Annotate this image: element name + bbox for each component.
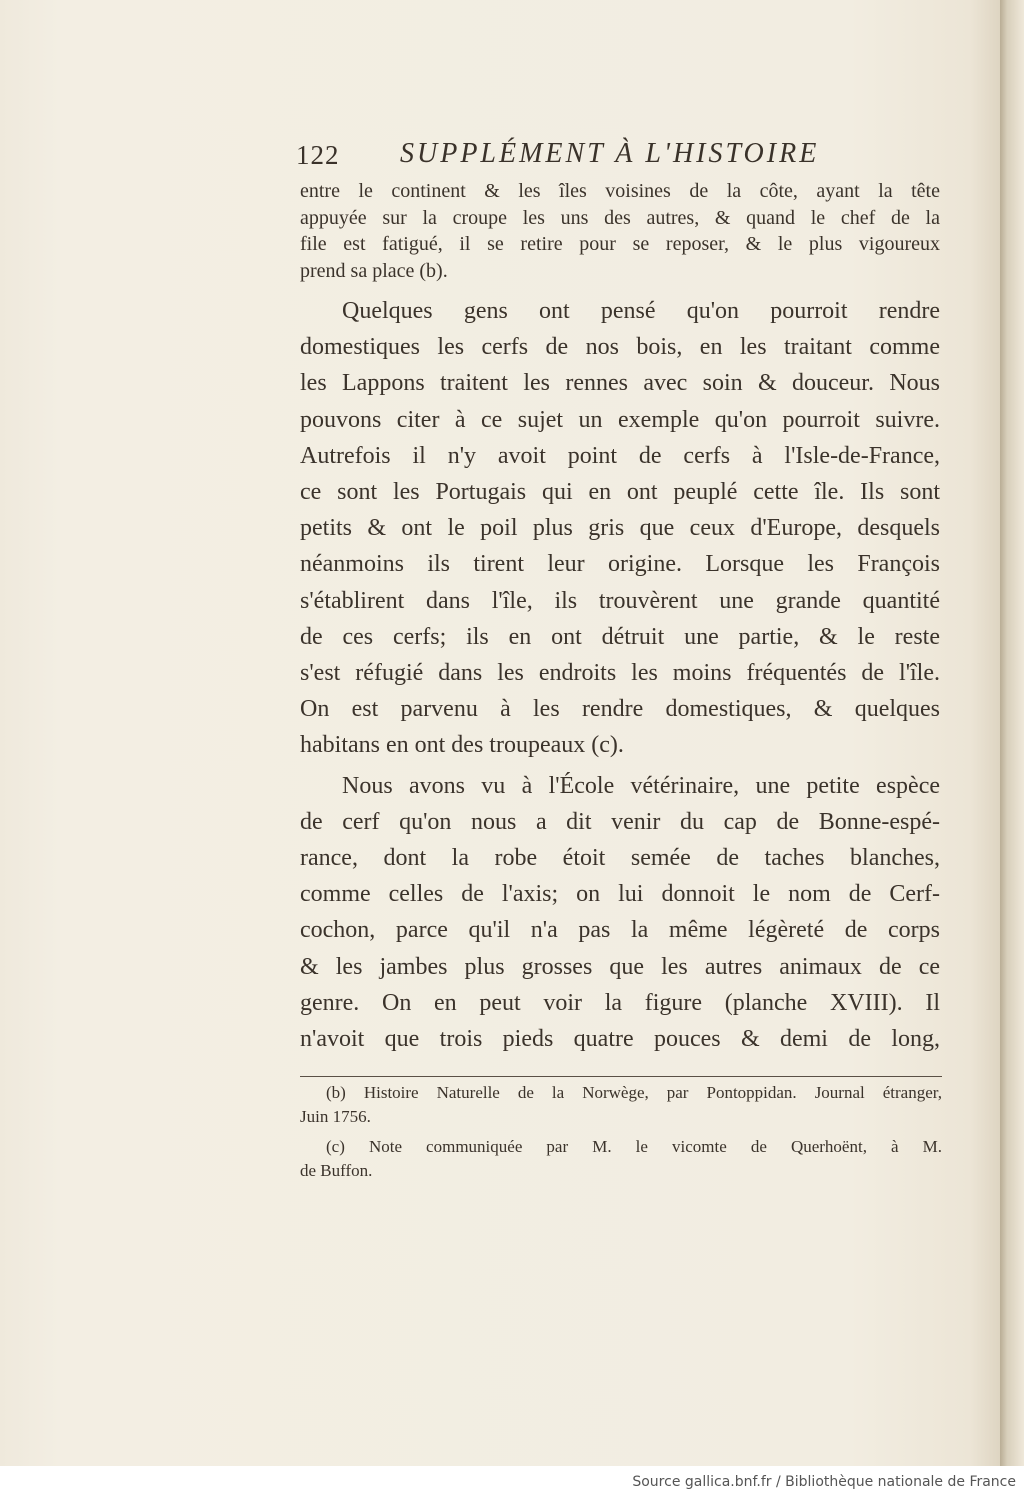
paragraph-1 <box>300 178 940 284</box>
footnote-line: de Buffon. <box>300 1160 373 1180</box>
footnote-line: (c) Note communiquée par M. le vicomte de Querhoënt, à M. <box>326 1137 942 1156</box>
paragraph-3 <box>300 768 940 1058</box>
page-header <box>296 136 946 176</box>
text-line: genre. On en peut voir la figure (planche XVIII). Il <box>300 989 940 1016</box>
text-line: ce sont les Portugais qui en ont peuplé cette île. Ils sont <box>300 479 940 506</box>
text-line: file est fatigué, il se retire pour se reposer, & le plus vigoureux <box>300 233 940 255</box>
text-line: comme celles de l'axis; on lui donnoit le nom de Cerf- <box>300 881 940 908</box>
book-spine-edge <box>1000 0 1024 1466</box>
text-line: Nous avons vu à l'École vétérinaire, une petite espèce <box>342 772 940 799</box>
page-number: 122 <box>296 140 340 170</box>
text-line: petits & ont le poil plus gris que ceux d'Europe, desquels <box>300 515 940 542</box>
text-line: prend sa place (b). <box>300 259 448 282</box>
footnote-b <box>300 1081 942 1128</box>
text-line: domestiques les cerfs de nos bois, en les traitant comme <box>300 334 940 361</box>
footnote-line: (b) Histoire Naturelle de la Norwège, par Pontoppidan. Journal étranger, <box>326 1083 942 1102</box>
text-line: pouvons citer à ce sujet un exemple qu'on pourroit suivre. <box>300 406 940 433</box>
text-line: néanmoins ils tirent leur origine. Lorsque les François <box>300 551 940 578</box>
text-line: habitans en ont des troupeaux (c). <box>300 732 624 759</box>
text-line: de cerf qu'on nous a dit venir du cap de Bonne-espé- <box>300 808 940 835</box>
text-line: rance, dont la robe étoit semée de taches blanches, <box>300 845 940 872</box>
footnote-c <box>300 1135 942 1182</box>
text-line: cochon, parce qu'il n'a pas la même légèreté de corps <box>300 917 940 944</box>
text-line: les Lappons traitent les rennes avec soin & douceur. Nous <box>300 370 940 397</box>
text-line: s'établirent dans l'île, ils trouvèrent une grande quantité <box>300 587 940 614</box>
paragraph-2 <box>300 293 940 764</box>
footnote-divider <box>300 1076 942 1077</box>
text-line: de ces cerfs; ils en ont détruit une partie, & le reste <box>300 623 940 650</box>
footnote-line: Juin 1756. <box>300 1106 371 1126</box>
credit-bar <box>0 1466 1024 1497</box>
text-line: entre le continent & les îles voisines de la côte, ayant la tête <box>300 180 940 202</box>
source-credit: Source gallica.bnf.fr / Bibliothèque nationale de France <box>632 1474 1016 1490</box>
text-line: Quelques gens ont pensé qu'on pourroit rendre <box>342 298 940 324</box>
text-line: s'est réfugié dans les endroits les moins fréquentés de l'île. <box>300 660 940 687</box>
text-line: Autrefois il n'y avoit point de cerfs à l'Isle-de-France, <box>300 442 940 469</box>
text-line: appuyée sur la croupe les uns des autres, & quand le chef de la <box>300 206 940 229</box>
footnotes <box>300 1081 942 1182</box>
running-title: SUPPLÉMENT À L'HISTOIRE <box>400 138 820 169</box>
text-line: On est parvenu à les rendre domestiques, & quelques <box>300 696 940 723</box>
text-line: & les jambes plus grosses que les autres animaux de ce <box>300 953 940 980</box>
body-text <box>300 178 940 1057</box>
text-line: n'avoit que trois pieds quatre pouces & demi de long, <box>300 1026 940 1053</box>
